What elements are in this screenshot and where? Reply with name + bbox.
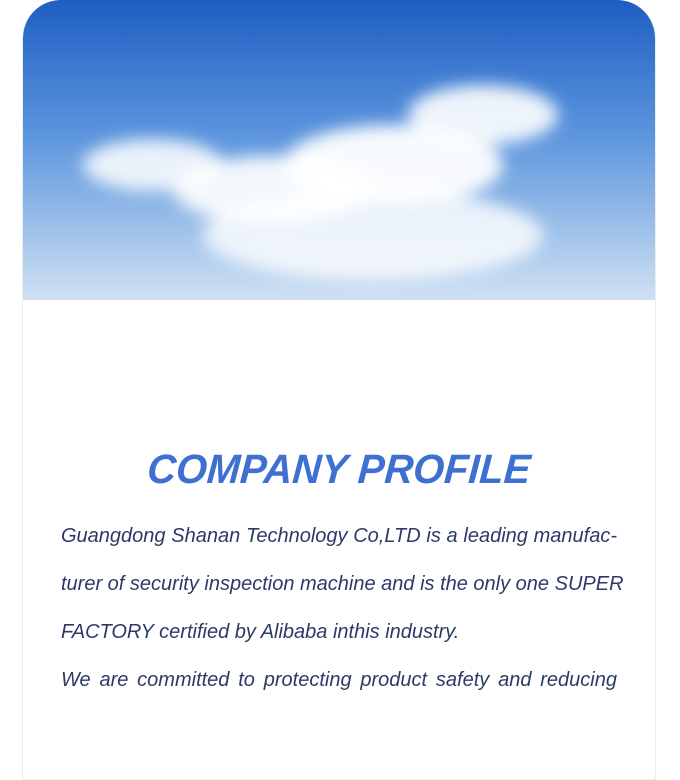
profile-card (22, 0, 656, 780)
company-profile-section (23, 447, 655, 704)
profile-text-line: Guangdong Shanan Technology Co,LTD is a leading manufac- (61, 525, 617, 547)
company-profile-title: COMPANY PROFILE (145, 446, 533, 492)
profile-text-line: FACTORY certified by Alibaba inthis industry. (61, 621, 460, 643)
company-profile-paragraph (61, 512, 624, 704)
profile-text-line: We are committed to protecting product safety and reducing (61, 669, 617, 691)
profile-text-line: turer of security inspection machine and is the only one SUPER (61, 573, 624, 595)
company-group-photo (23, 0, 655, 418)
